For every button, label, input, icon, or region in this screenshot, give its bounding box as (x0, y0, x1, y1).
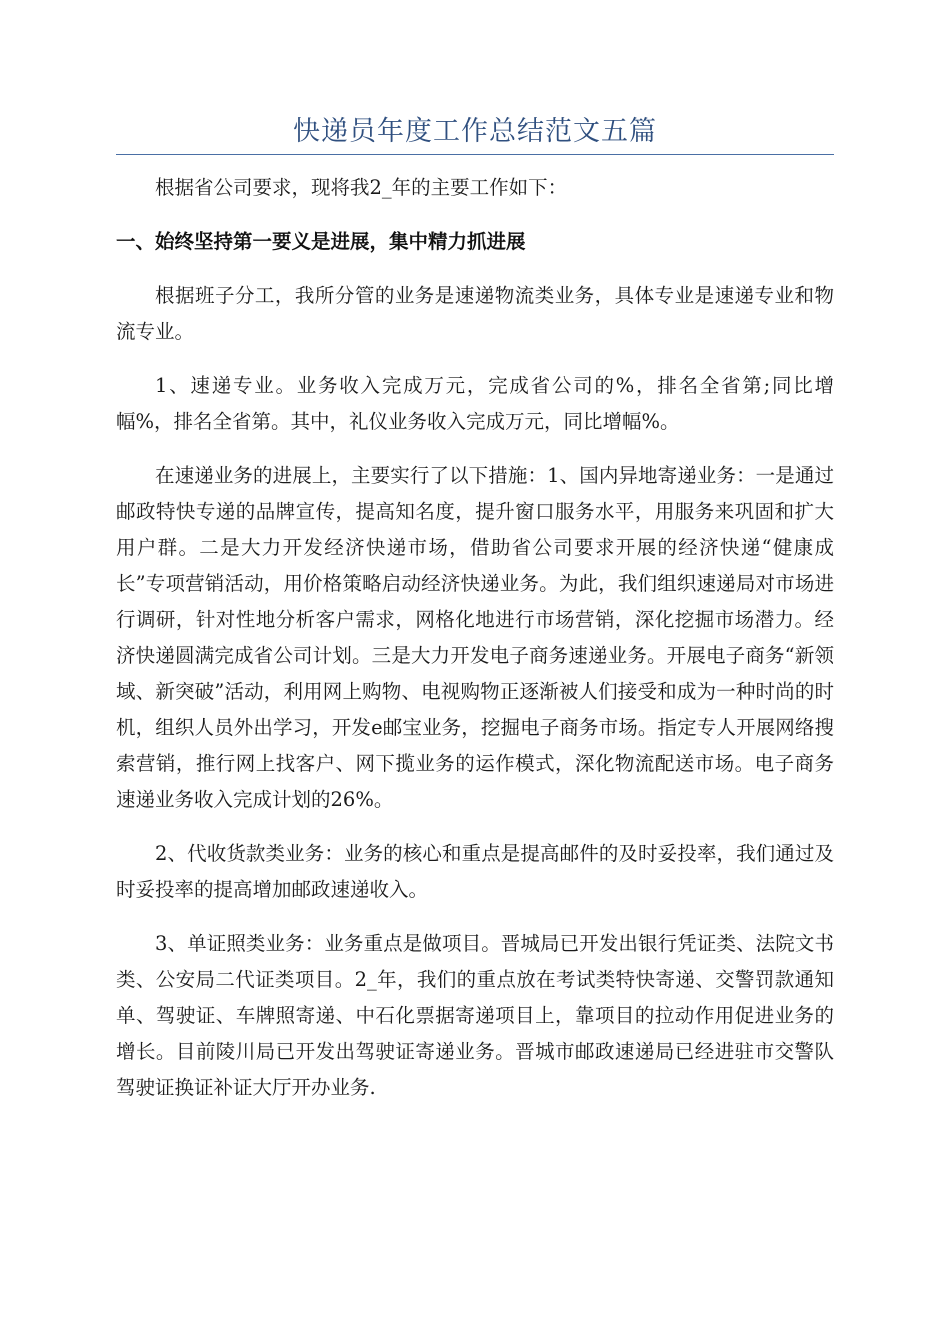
body-paragraph: 2、代收货款类业务：业务的核心和重点是提高邮件的及时妥投率，我们通过及时妥投率的提高增加邮政速递收入。 (116, 842, 834, 901)
intro-paragraph: 根据省公司要求，现将我2_年的主要工作如下： (155, 176, 568, 199)
section-heading-1: 一、始终坚持第一要义是进展，集中精力抓进展 (116, 230, 526, 253)
body-paragraph: 在速递业务的进展上，主要实行了以下措施：1、国内异地寄递业务：一是通过邮政特快专递的品牌宣传，提高知名度，提升窗口服务水平，用服务来巩固和扩大用户群。二是大力开发经济快递市场，借助省公司要求开展的经济快递“健康成长”专项营销活动，用价格策略启动经济快递业务。为此，我们组织速递局对市场进行调研，针对性地分析客户需求，网格化地进行市场营销，深化挖掘市场潜力。经济快递圆满完成省公司计划。三是大力开发电子商务速递业务。开展电子商务“新领域、新突破”活动，利用网上购物、电视购物正逐渐被人们接受和成为一种时尚的时机，组织人员外出学习，开发e邮宝业务，挖掘电子商务市场。指定专人开展网络搜索营销，推行网上找客户、网下揽业务的运作模式，深化物流配送市场。电子商务速递业务收入完成计划的26%。 (116, 464, 834, 811)
paragraph-gap (116, 818, 834, 836)
paragraph-gap (116, 206, 834, 224)
body-paragraph: 3、单证照类业务：业务重点是做项目。晋城局已开发出银行凭证类、法院文书类、公安局二代证类项目。2_年，我们的重点放在考试类特快寄递、交警罚款通知单、驾驶证、车牌照寄递、中石化票据寄递项目上，靠项目的拉动作用促进业务的增长。目前陵川局已开发出驾驶证寄递业务。晋城市邮政速递局已经进驻市交警队驾驶证换证补证大厅开办业务. (116, 932, 834, 1099)
paragraph-gap (116, 260, 834, 278)
title-underline (116, 154, 834, 155)
body-paragraph: 根据班子分工，我所分管的业务是速递物流类业务，具体专业是速递专业和物流专业。 (116, 284, 834, 343)
document-body (116, 170, 834, 1106)
body-paragraph: 1、速递专业。业务收入完成万元，完成省公司的%，排名全省第;同比增幅%，排名全省第。其中，礼仪业务收入完成万元，同比增幅%。 (116, 374, 834, 433)
document-title: 快递员年度工作总结范文五篇 (293, 116, 657, 147)
paragraph-gap (116, 440, 834, 458)
paragraph-gap (116, 350, 834, 368)
paragraph-gap (116, 908, 834, 926)
